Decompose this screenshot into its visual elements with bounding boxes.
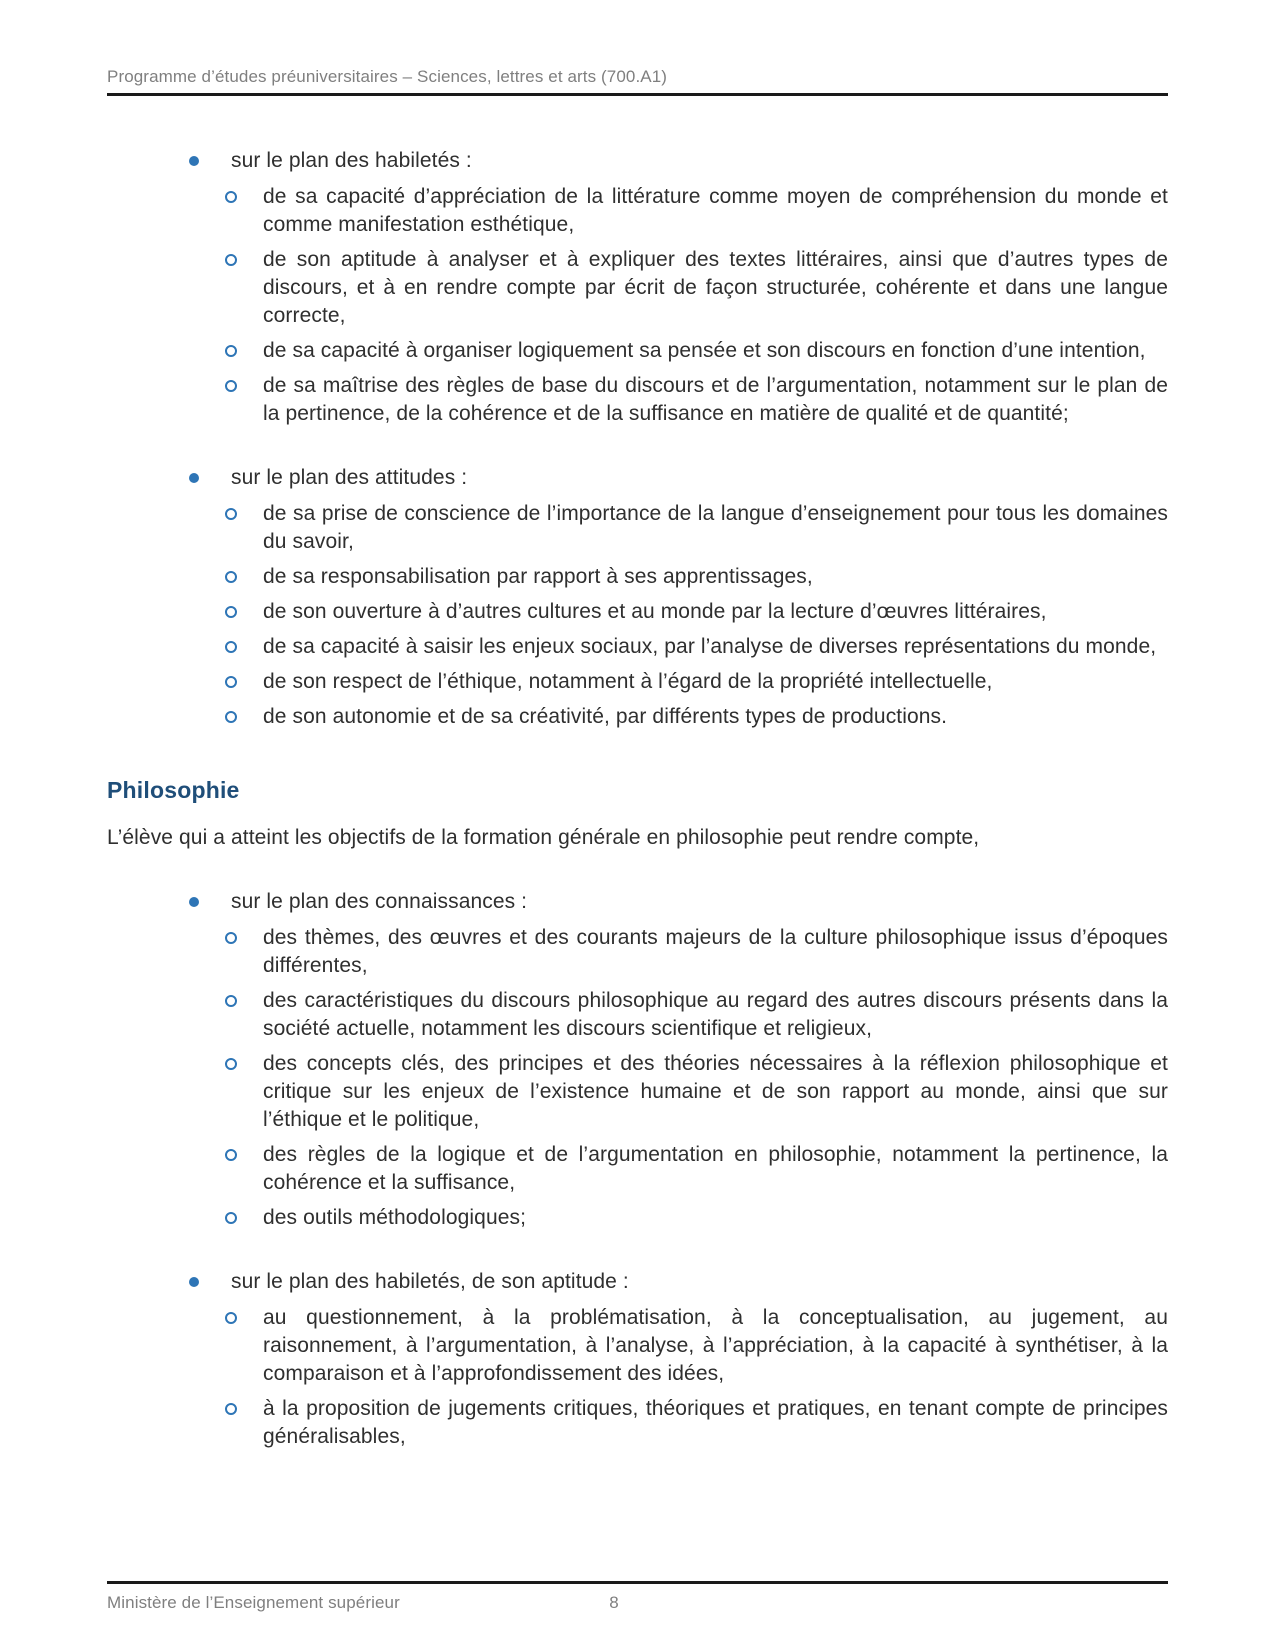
circle-bullet-icon [225,676,237,688]
sub-bullet-list [107,183,1168,428]
list-item-text: de sa capacité à organiser logiquement sa pensée et son discours en fonction d’une intention, [263,339,1146,362]
list-item-text: de son ouverture à d’autres cultures et au monde par la lecture d’œuvres littéraires, [263,600,1047,623]
bullet-group-label-row [107,464,1168,492]
list-item-text: des concepts clés, des principes et des théories nécessaires à la réflexion philosophique et critique sur les enjeux de l’existence humaine et de son rapport au monde, ainsi que sur l’éthique et le politique, [263,1052,1168,1132]
intro-paragraph: L’élève qui a atteint les objectifs de la formation générale en philosophie peut rendre compte, [107,826,980,850]
list-item [107,598,1168,626]
bullet-group [107,464,1168,731]
circle-bullet-icon [225,1212,237,1224]
circle-bullet-icon [225,254,237,266]
list-item [107,246,1168,330]
list-item [107,372,1168,428]
list-item [107,668,1168,696]
list-item-text: au questionnement, à la problématisation, à la conceptualisation, au jugement, au raisonnement, à l’argumentation, à l’analyse, à l’appréciation, à la capacité à synthétiser, à la comparaison et à l’approfondissement des idées, [263,1306,1168,1386]
circle-bullet-icon [225,711,237,723]
list-item [107,563,1168,591]
circle-bullet-icon [225,1058,237,1070]
sub-bullet-list [107,924,1168,1232]
list-item-text: de sa capacité à saisir les enjeux sociaux, par l’analyse de diverses représentations du monde, [263,635,1157,658]
list-item-text: de sa capacité d’appréciation de la littérature comme moyen de compréhension du monde et comme manifestation esthétique, [263,185,1168,236]
circle-bullet-icon [225,932,237,944]
list-item [107,500,1168,556]
circle-bullet-icon [225,995,237,1007]
bullet-group [107,888,1168,1232]
list-item [107,1141,1168,1197]
disc-bullet-icon [189,156,199,166]
list-item [107,633,1168,661]
list-item-text: de son aptitude à analyser et à expliquer des textes littéraires, ainsi que d’autres types de discours, et à en rendre compte par écrit de façon structurée, cohérente et dans une langue correcte, [263,248,1168,327]
bullet-group-label-row [107,888,1168,916]
circle-bullet-icon [225,571,237,583]
list-item-text: de sa responsabilisation par rapport à ses apprentissages, [263,565,813,588]
list-item-text: des outils méthodologiques; [263,1206,527,1230]
footer-row [107,1592,1168,1614]
list-item [107,183,1168,239]
page-footer [107,1581,1168,1614]
sub-bullet-list [107,500,1168,731]
list-item [107,1204,1168,1232]
list-item-text: à la proposition de jugements critiques, théoriques et pratiques, en tenant compte de principes généralisables, [263,1397,1168,1449]
running-header-title: Programme d’études préuniversitaires – Sciences, lettres et arts (700.A1) [107,67,668,86]
footer-ministry-label: Ministère de l’Enseignement supérieur [107,1593,400,1612]
sub-bullet-list [107,1304,1168,1451]
bullet-group [107,147,1168,428]
list-item [107,924,1168,980]
circle-bullet-icon [225,606,237,618]
bullet-group-label: sur le plan des attitudes : [231,466,468,489]
header-divider [107,93,1168,96]
disc-bullet-icon [189,897,199,907]
disc-bullet-icon [189,1277,199,1287]
list-item-text: de son autonomie et de sa créativité, par différents types de productions. [263,705,948,728]
bullet-group-label-row [107,147,1168,175]
list-item-text: des thèmes, des œuvres et des courants majeurs de la culture philosophique issus d’époques différentes, [263,926,1168,978]
list-item-text: de sa maîtrise des règles de base du discours et de l’argumentation, notamment sur le plan de la pertinence, de la cohérence et de la suffisance en matière de qualité et de quantité; [263,374,1168,425]
section-heading: Philosophie [107,777,240,803]
list-item [107,1304,1168,1388]
circle-bullet-icon [225,1312,237,1324]
bullet-group-label-row [107,1268,1168,1296]
circle-bullet-icon [225,345,237,357]
circle-bullet-icon [225,1403,237,1415]
list-item-text: des règles de la logique et de l’argumentation en philosophie, notamment la pertinence, la cohérence et la suffisance, [263,1143,1168,1195]
list-item-text: des caractéristiques du discours philosophique au regard des autres discours présents dans la société actuelle, notamment les discours scientifique et religieux, [263,989,1168,1041]
circle-bullet-icon [225,508,237,520]
disc-bullet-icon [189,473,199,483]
list-item [107,1050,1168,1134]
list-item [107,987,1168,1043]
list-item [107,703,1168,731]
circle-bullet-icon [225,380,237,392]
page-header [107,66,1168,96]
page-number: 8 [609,1593,619,1612]
bullet-group-label: sur le plan des habiletés : [231,149,472,172]
list-item-text: de sa prise de conscience de l’importance de la langue d’enseignement pour tous les domaines du savoir, [263,502,1168,553]
list-item [107,1395,1168,1451]
bullet-group-label: sur le plan des habiletés, de son aptitude : [231,1270,629,1294]
list-item [107,337,1168,365]
circle-bullet-icon [225,1149,237,1161]
circle-bullet-icon [225,191,237,203]
circle-bullet-icon [225,641,237,653]
bullet-group-label: sur le plan des connaissances : [231,890,528,914]
document-content [107,147,1168,1451]
bullet-group [107,1268,1168,1451]
list-item-text: de son respect de l’éthique, notamment à l’égard de la propriété intellectuelle, [263,670,993,693]
footer-divider [107,1581,1168,1584]
